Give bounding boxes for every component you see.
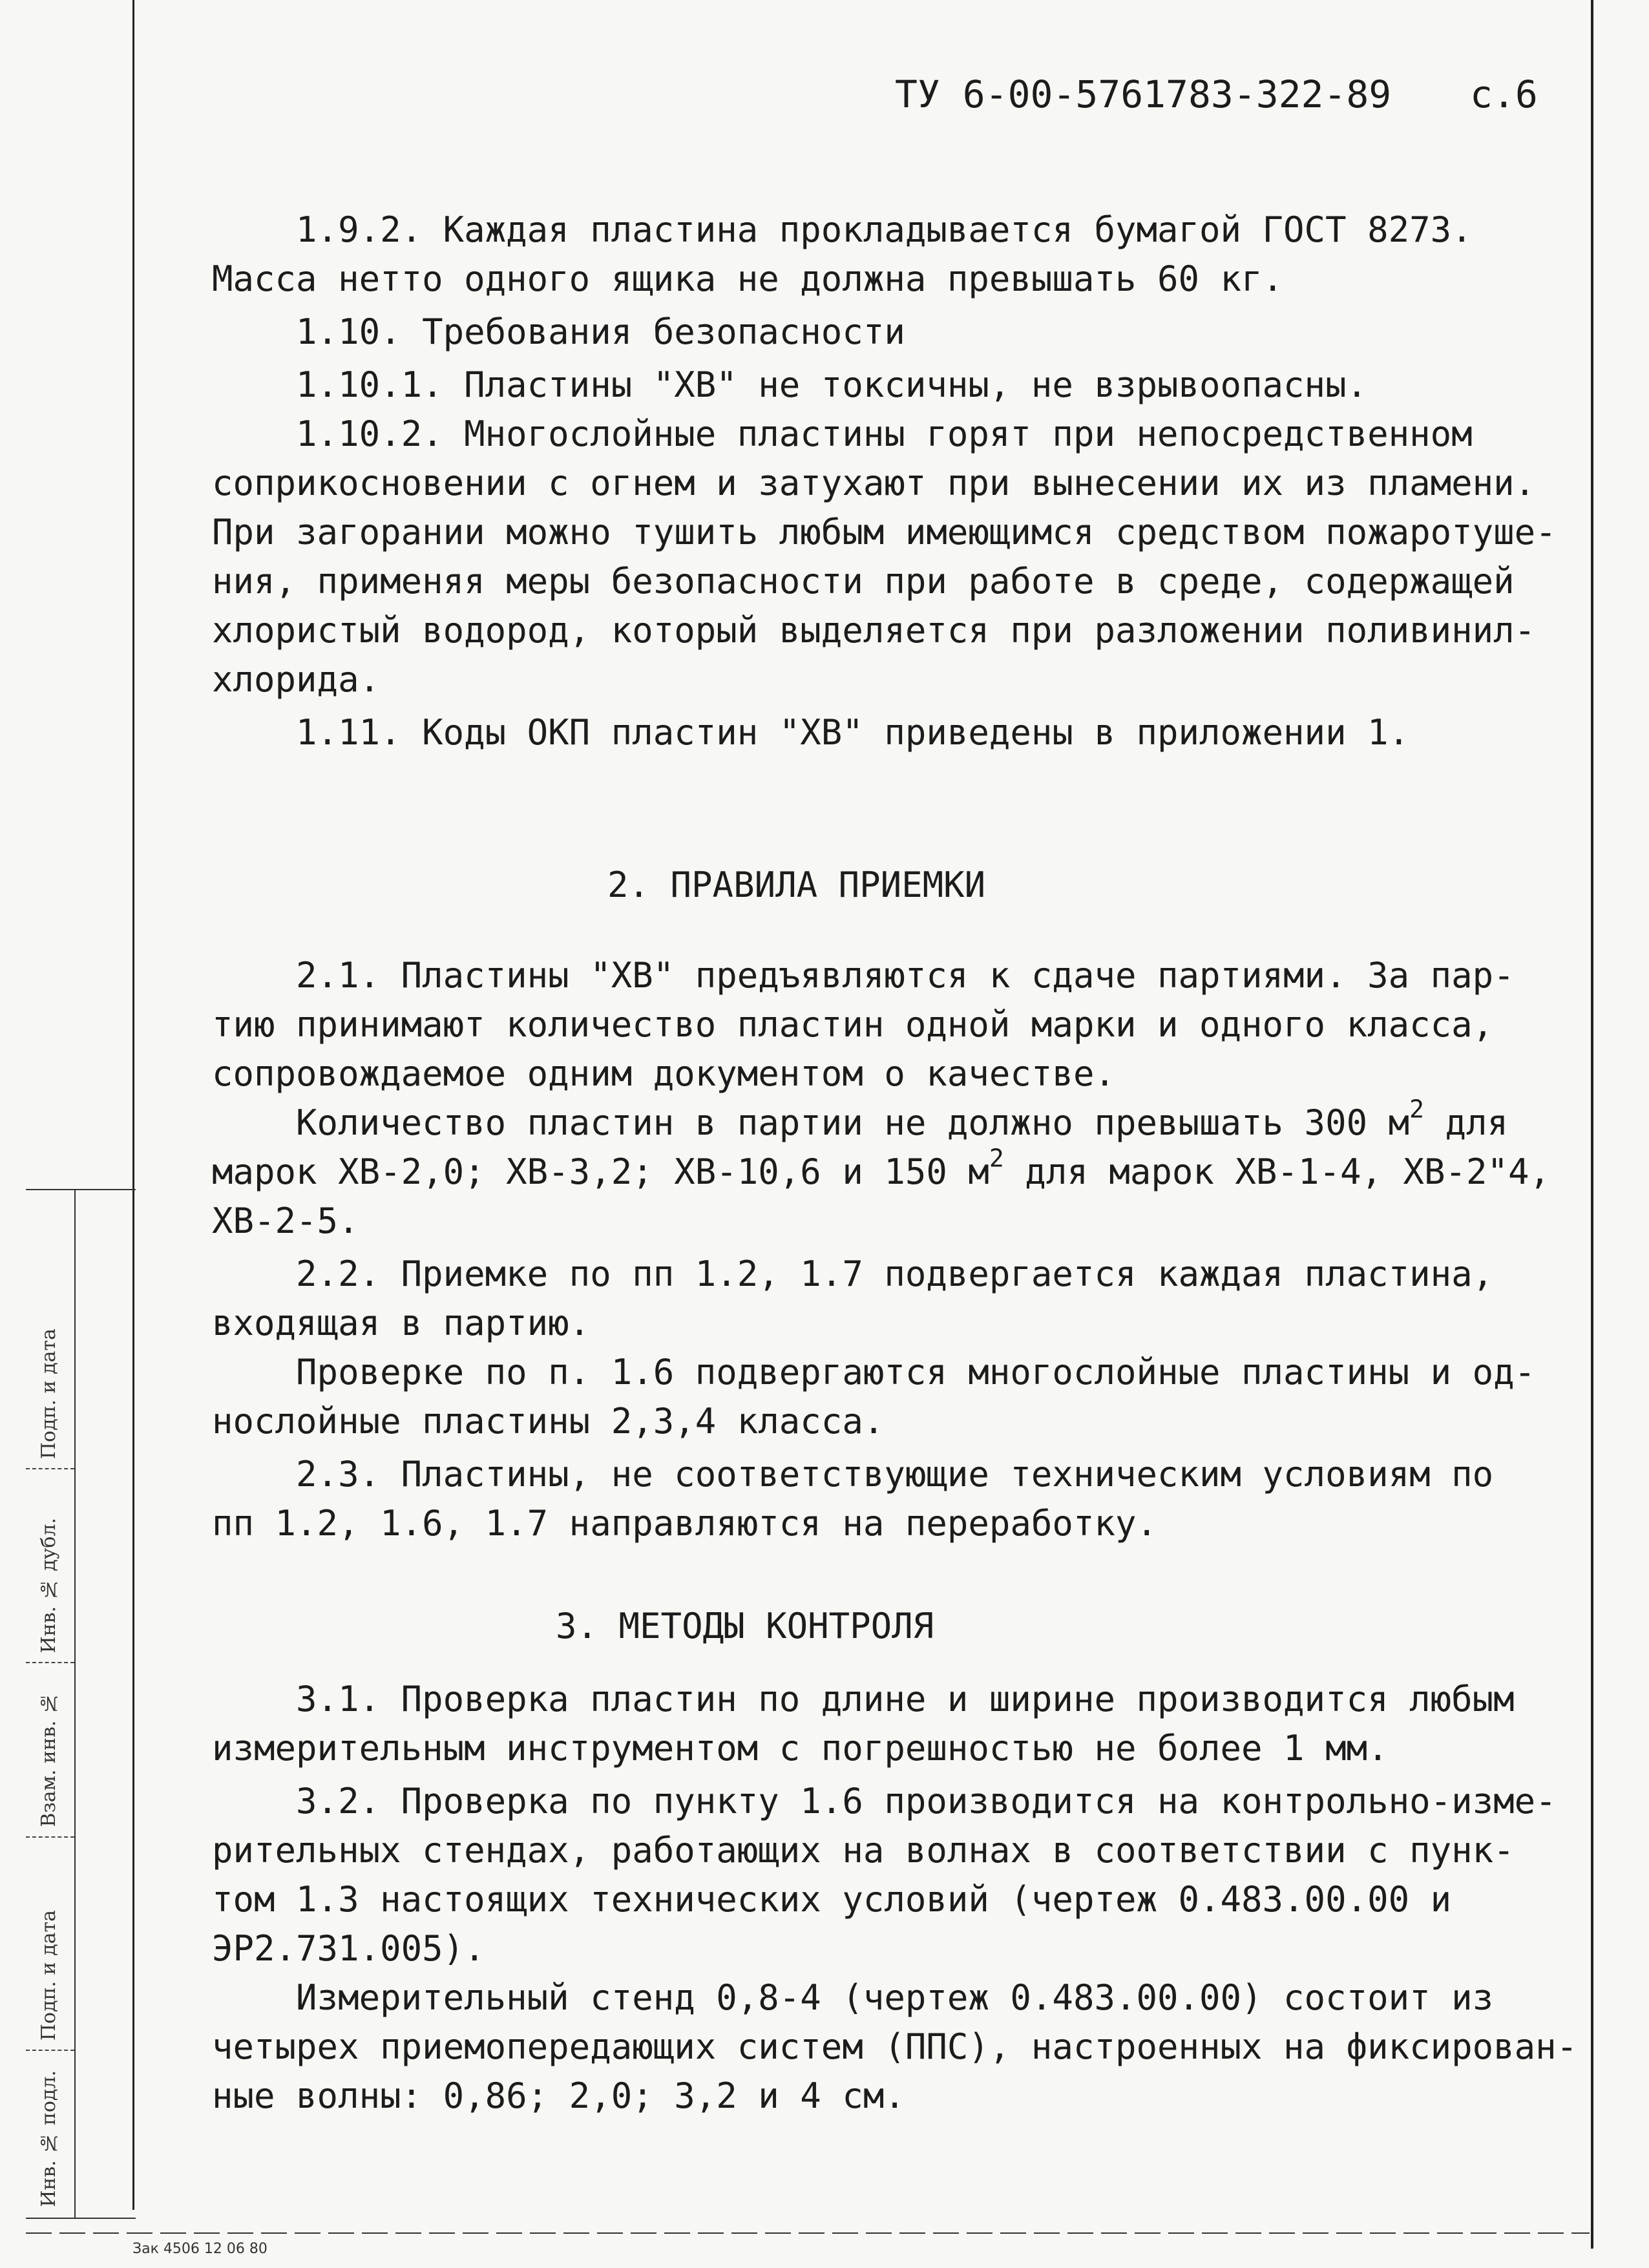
text-line: 3.2. Проверка по пункту 1.6 производится на контрольно-изме- xyxy=(212,1781,1557,1822)
section-2-title: 2. ПРАВИЛА ПРИЕМКИ xyxy=(607,865,986,905)
text-line: Масса нетто одного ящика не должна превышать 60 кг. xyxy=(212,258,1284,299)
text-line: соприкосновении с огнем и затухают при вынесении их из пламени. xyxy=(212,463,1536,503)
superscript: 2 xyxy=(989,1144,1004,1173)
section-3-title: 3. МЕТОДЫ КОНТРОЛЯ xyxy=(556,1606,934,1646)
qty-text: марок ХВ-2,0; ХВ-3,2; ХВ-10,6 и 150 м xyxy=(212,1151,989,1192)
text-line: рительных стендах, работающих на волнах в соответствии с пунк- xyxy=(212,1830,1515,1871)
text-line: 2.2. Приемке по пп 1.2, 1.7 подвергается каждая пластина, xyxy=(212,1254,1494,1294)
text-line: ЭР2.731.005). xyxy=(212,1928,485,1969)
text-line: 1.10. Требования безопасности xyxy=(212,311,905,352)
text-line: входящая в партию. xyxy=(212,1303,591,1343)
text-line xyxy=(212,1095,1543,1148)
stamp-cell xyxy=(26,1662,74,1838)
text-line: измерительным инструментом с погрешностью не более 1 мм. xyxy=(212,1728,1389,1769)
stamp-cell xyxy=(26,1190,74,1469)
right-margin-rule xyxy=(1591,0,1593,2249)
text-line: хлорида. xyxy=(212,659,381,700)
margin-stamp-table xyxy=(26,1189,136,2219)
stamp-label: Инв. № подл. xyxy=(37,2070,60,2207)
text-block-section1 xyxy=(212,205,1557,757)
stamp-label: Взам. инв. № xyxy=(37,1692,60,1827)
bottom-rule xyxy=(26,2232,1590,2234)
stamp-cell xyxy=(26,2050,74,2216)
stamp-label: Инв. № дубл. xyxy=(37,1517,60,1653)
text-line: том 1.3 настоящих технических условий (чертеж 0.483.00.00 и xyxy=(212,1879,1452,1920)
superscript: 2 xyxy=(1409,1095,1425,1124)
stamp-label: Подп. и дата xyxy=(37,1909,60,2041)
qty-text: Количество пластин в партии не должно превышать 300 м xyxy=(212,1102,1410,1143)
text-line: хлористый водород, который выделяется при разложении поливинил- xyxy=(212,610,1536,651)
text-line: ХВ-2-5. xyxy=(212,1201,359,1241)
text-line: 1.11. Коды ОКП пластин "ХВ" приведены в приложении 1. xyxy=(212,712,1410,753)
text-line: При загорании можно тушить любым имеющимся средством пожаротуше- xyxy=(212,512,1557,552)
text-line xyxy=(212,1144,1551,1197)
text-line: ные волны: 0,86; 2,0; 3,2 и 4 см. xyxy=(212,2075,905,2116)
text-line: четырех приемопередающих систем (ППС), настроенных на фиксирован- xyxy=(212,2026,1578,2067)
text-line: ния, применяя меры безопасности при работе в среде, содержащей xyxy=(212,561,1515,602)
text-line: 1.9.2. Каждая пластина прокладывается бумагой ГОСТ 8273. xyxy=(212,209,1473,250)
text-line: нослойные пластины 2,3,4 класса. xyxy=(212,1401,885,1442)
text-block-section2 xyxy=(212,951,1551,1548)
text-line: сопровождаемое одним документом о качестве. xyxy=(212,1053,1115,1094)
page-number: с.6 xyxy=(1470,72,1538,116)
qty-text: для марок ХВ-1-4, ХВ-2"4, xyxy=(1003,1151,1551,1192)
qty-text: для xyxy=(1424,1102,1509,1143)
document-code: ТУ 6-00-5761783-322-89 xyxy=(895,72,1392,116)
text-line: 2.3. Пластины, не соответствующие техническим условиям по xyxy=(212,1454,1494,1495)
text-line: тию принимают количество пластин одной марки и одного класса, xyxy=(212,1004,1494,1045)
text-line: Проверке по п. 1.6 подвергаются многослойные пластины и од- xyxy=(212,1352,1536,1392)
text-line: пп 1.2, 1.6, 1.7 направляются на переработку. xyxy=(212,1503,1157,1544)
stamp-cell xyxy=(26,1836,74,2051)
text-line: 1.10.2. Многослойные пластины горят при непосредственном xyxy=(212,414,1473,454)
stamp-cell xyxy=(26,1468,74,1663)
text-line: Измерительный стенд 0,8-4 (чертеж 0.483.00.00) состоит из xyxy=(212,1977,1494,2018)
text-line: 2.1. Пластины "ХВ" предъявляются к сдаче партиями. За пар- xyxy=(212,955,1515,996)
stamp-label: Подп. и дата xyxy=(37,1328,60,1459)
print-order-note: Зак 4506 12 06 80 xyxy=(132,2241,268,2257)
stamp-divider xyxy=(74,1190,76,2218)
text-line: 3.1. Проверка пластин по длине и ширине производится любым xyxy=(212,1679,1515,1719)
text-line: 1.10.1. Пластины "ХВ" не токсичны, не взрывоопасны. xyxy=(212,364,1368,405)
text-block-section3 xyxy=(212,1675,1578,2121)
